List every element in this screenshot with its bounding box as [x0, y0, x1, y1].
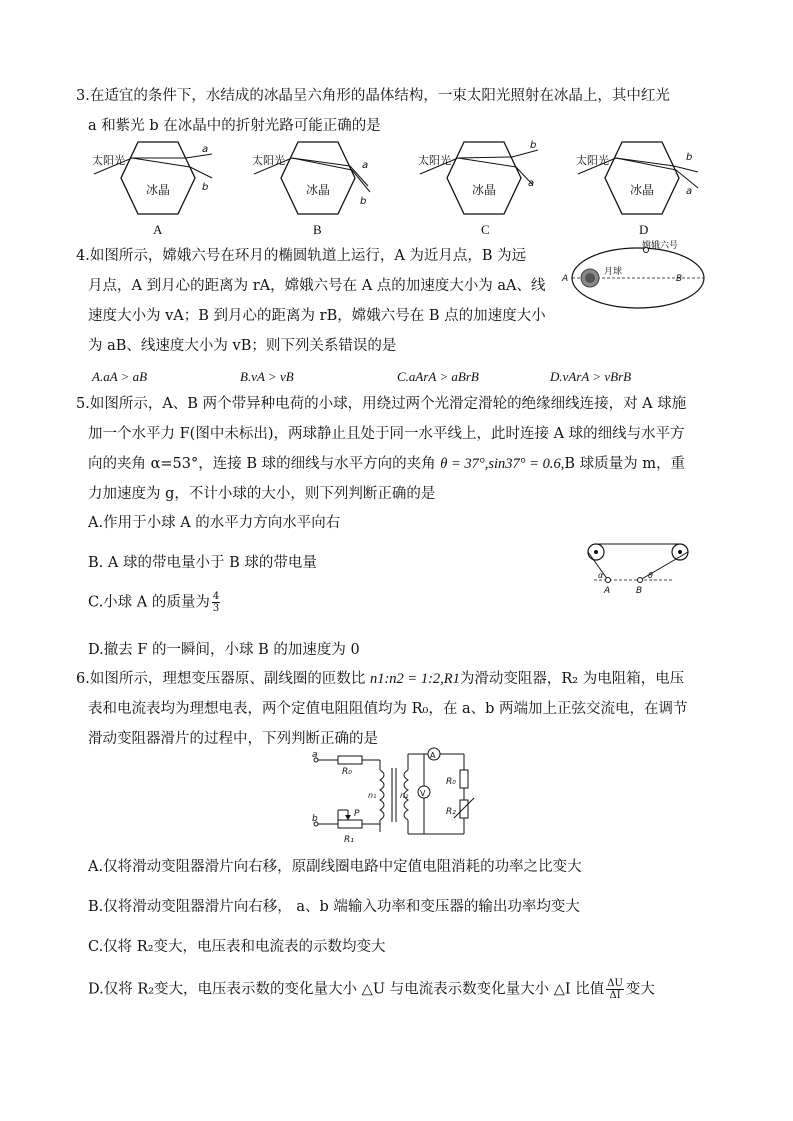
q3b-ray-top: a [362, 160, 369, 171]
q6-option-b[interactable]: B.仅将滑动变阻器滑片向右移， a、b 端输入功率和变压器的输出功率均变大 [88, 899, 580, 915]
q3-stem-line2: a 和紫光 b 在冰晶中的折射光路可能正确的是 [88, 118, 381, 134]
q3-figure-d-letter: D [639, 222, 649, 237]
q6-stem-line1-formula: n1:n2 = 1:2,R1 [369, 671, 460, 687]
q3d-sun-label: 太阳光 [576, 154, 609, 167]
q4-satellite-label: 嫦娥六号 [642, 241, 679, 251]
q6-stem-line1 [76, 672, 684, 687]
q5-point-b: B [636, 586, 643, 596]
q6-stem-line2: 表和电流表均为理想电表，两个定值电阻阻值均为 R₀，在 a、b 两端加上正弦交流电，在调节 [88, 701, 688, 717]
q4-option-d[interactable]: D.vArA > vBrB [550, 369, 632, 384]
q6-ammeter: A [430, 751, 436, 760]
q4-point-a: A [562, 274, 569, 284]
q3-figure-c-letter: C [481, 222, 490, 237]
q3b-ray-bottom: b [360, 196, 367, 207]
q5-stem-line3-c: B 球质量为 m，重 [564, 456, 685, 472]
q6-terminal-a: a [312, 750, 318, 760]
q6-circuit-figure [308, 748, 488, 852]
q6-voltmeter: V [420, 789, 426, 798]
q5-option-b[interactable]: B. A 球的带电量小于 B 球的带电量 [88, 555, 317, 571]
q5-stem-line1: 5.如图所示，A、B 两个带异种电荷的小球，用绕过两个光滑定滑轮的绝缘细线连接，对 A 球施 [76, 396, 687, 412]
q5-option-c-text: C.小球 A 的质量为 [88, 594, 210, 611]
q3-figure-c [416, 136, 556, 218]
q4-option-c[interactable]: C.aArA > aBrB [397, 369, 479, 384]
q5-pulley-figure [584, 540, 694, 598]
q6-n2: n₂ [400, 791, 409, 800]
q6-r1: R₁ [344, 835, 354, 845]
q3-figure-b [250, 136, 390, 218]
q5-option-a[interactable]: A.作用于小球 A 的水平力方向水平向右 [88, 515, 341, 531]
q5-stem-line2: 加一个水平力 F(图中未标出)，两球静止且处于同一水平线上，此时连接 A 球的细线与水平方 [88, 426, 685, 442]
q6-option-a[interactable]: A.仅将滑动变阻器滑片向右移，原副线圈电路中定值电阻消耗的功率之比变大 [88, 859, 582, 875]
q3-stem-line1: 3.在适宜的条件下，水结成的冰晶呈六角形的晶体结构，一束太阳光照射在冰晶上，其中红光 [76, 88, 670, 104]
q6-r0-secondary: R₀ [446, 777, 456, 787]
q5-fraction-denominator: 3 [212, 603, 220, 614]
q5-stem-line3-formula: θ = 37°,sin37° = 0.6, [440, 456, 565, 472]
q3d-crystal-label: 冰晶 [630, 183, 655, 197]
q6-stem-line1-a: 6.如图所示，理想变压器原、副线圈的匝数比 [76, 671, 370, 687]
q4-stem-line3: 速度大小为 vA；B 到月心的距离为 rB，嫦娥六号在 B 点的加速度大小 [88, 308, 546, 324]
q6-stem-line3: 滑动变阻器滑片的过程中，下列判断正确的是 [88, 731, 378, 747]
q4-stem-line1: 4.如图所示，嫦娥六号在环月的椭圆轨道上运行，A 为近月点，B 为远 [76, 248, 527, 264]
q3c-crystal-label: 冰晶 [472, 183, 497, 197]
q3-figure-d [574, 136, 714, 218]
q3-figure-a [90, 136, 230, 218]
q4-stem-line4: 为 aB、线速度大小为 vB；则下列关系错误的是 [88, 338, 397, 354]
q5-alpha-label: α [598, 571, 604, 580]
q5-option-d[interactable]: D.撤去 F 的一瞬间，小球 B 的加速度为 0 [88, 642, 360, 658]
q6-option-d-text: D.仅将 R₂变大，电压表示数的变化量大小 △U 与电流表示数变化量大小 △I 比值 [88, 981, 605, 998]
q6-stem-line1-c: 为滑动变阻器，R₂ 为电阻箱，电压 [459, 671, 685, 687]
q3a-sun-label: 太阳光 [92, 154, 125, 167]
q6-option-d-fraction [606, 978, 624, 1001]
q6-fraction-numerator: ΔU [607, 978, 623, 989]
q6-fraction-denominator: ΔI [609, 990, 621, 1001]
q6-r0-primary: R₀ [342, 767, 352, 777]
q3d-ray-bottom: a [686, 186, 693, 197]
q5-point-a: A [604, 586, 611, 596]
q5-stem-line3-a: 向的夹角 α=53°，连接 B 球的细线与水平方向的夹角 [88, 456, 441, 472]
q5-option-c-fraction [212, 591, 220, 614]
q3d-ray-top: b [686, 152, 693, 163]
q6-option-d[interactable] [88, 978, 655, 1001]
q3b-sun-label: 太阳光 [252, 154, 285, 167]
q5-stem-line4: 力加速度为 g，不计小球的大小，则下列判断正确的是 [88, 486, 436, 502]
q3-figure-b-letter: B [313, 222, 322, 237]
q5-option-c[interactable] [88, 591, 222, 614]
q4-orbit-figure [560, 240, 710, 316]
q3c-sun-label: 太阳光 [418, 154, 451, 167]
q4-moon-label: 月球 [604, 267, 623, 277]
q3a-ray-top: a [202, 144, 209, 155]
q3a-crystal-label: 冰晶 [146, 183, 171, 197]
q3-figure-a-letter: A [153, 222, 163, 237]
q5-theta-label: θ [648, 571, 653, 580]
q3c-ray-top: b [530, 140, 537, 151]
q3a-ray-bottom: b [202, 182, 209, 193]
q4-stem-line2: 月点，A 到月心的距离为 rA，嫦娥六号在 A 点的加速度大小为 aA、线 [88, 278, 546, 294]
q6-option-c[interactable]: C.仅将 R₂变大，电压表和电流表的示数均变大 [88, 939, 386, 955]
q4-point-b: B [676, 274, 683, 284]
q6-terminal-b: b [312, 814, 318, 824]
q6-option-d-tail: 变大 [625, 981, 655, 998]
q5-fraction-numerator: 4 [212, 591, 220, 602]
q4-option-a[interactable]: A.aA > aB [92, 369, 148, 384]
q3b-crystal-label: 冰晶 [306, 183, 331, 197]
q5-stem-line3 [88, 457, 685, 472]
q6-n1: n₁ [368, 791, 377, 800]
q4-option-b[interactable]: B.vA > vB [240, 369, 294, 384]
q3c-ray-bottom: a [528, 178, 535, 189]
q6-slider-p: P [354, 809, 360, 819]
q6-r2: R₂ [446, 807, 456, 817]
